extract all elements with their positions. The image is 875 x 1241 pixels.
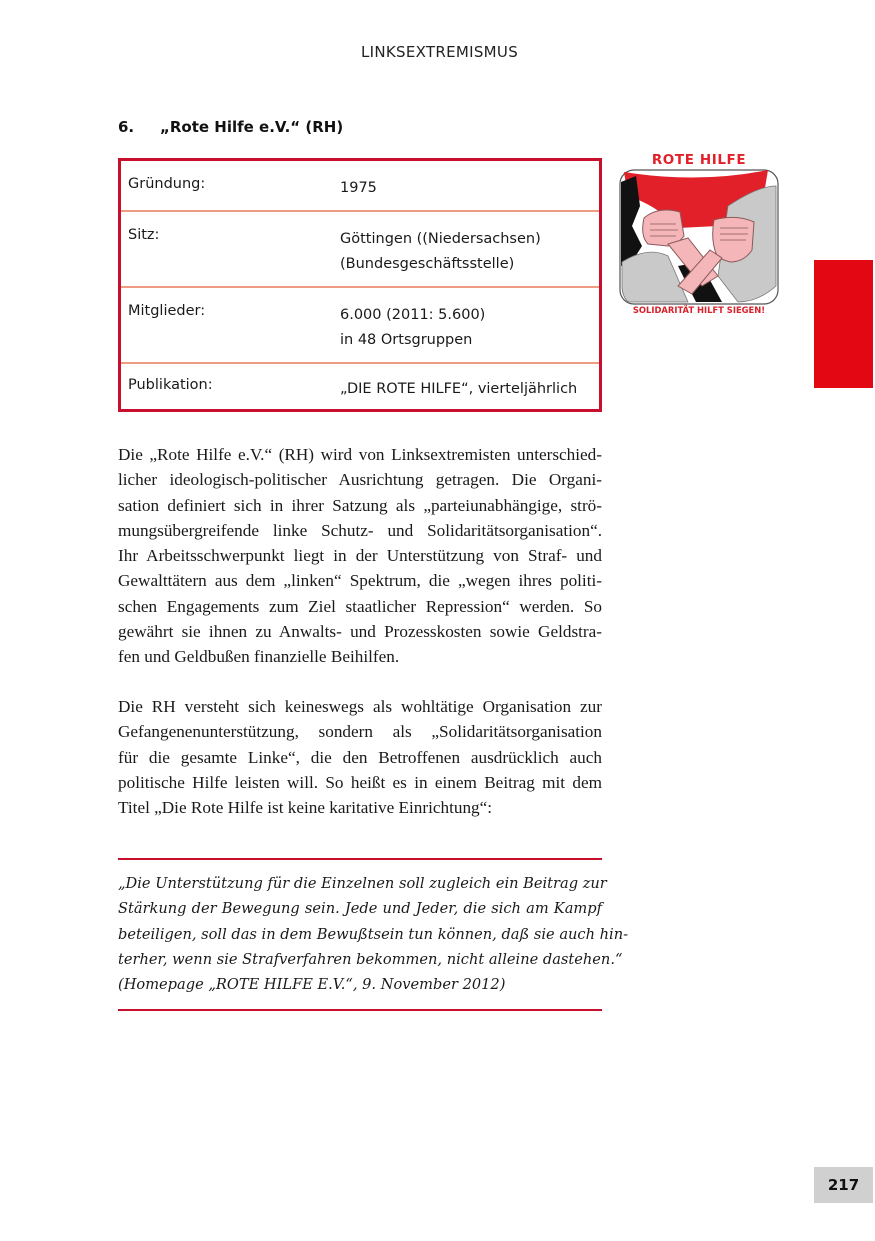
text-line: Titel „Die Rote Hilfe ist keine karitative Einrichtung“: [118,798,493,818]
fact-table [118,158,602,412]
logo-caption: SOLIDARITÄT HILFT SIEGEN! [632,305,766,315]
paragraph-1 [118,442,602,670]
fact-value-line: Göttingen ((Niedersachsen) [340,231,541,247]
text-line: Die RH versteht sich keineswegs als wohltätige Organisation zur [118,697,602,716]
fact-label: Sitz: [128,227,160,243]
fact-value [340,377,577,402]
fact-value-line: (Bundesgeschäftsstelle) [340,256,515,272]
fact-value-line: 1975 [340,180,377,196]
quote-top-rule [118,858,602,860]
text-line: politische Hilfe leisten will. So heißt es in einem Beitrag mit dem [118,772,602,792]
fact-value-line: „DIE ROTE HILFE“, vierteljährlich [340,381,578,397]
text-line: licher ideologisch-politischer Ausrichtung getragen. Die Organi- [118,470,602,490]
text-line: mungsübergreifende linke Schutz- und Solidaritätsorganisation“. [118,520,602,540]
quote-line: „Die Unterstützung für die Einzelnen soll zugleich ein Beitrag zur [118,875,607,892]
text-line: Gefangenenunterstützung, sondern als „Solidaritätsorganisation [118,722,602,742]
quote-bottom-rule [118,1009,602,1011]
page-number: 217 [814,1167,873,1203]
fact-label: Gründung: [128,176,206,192]
rote-hilfe-logo [618,152,780,322]
fact-row-sitz [121,212,599,288]
fact-label: Publikation: [128,377,213,393]
fact-value [340,303,485,353]
fact-value [340,176,377,201]
fact-value-line: in 48 Ortsgruppen [340,332,473,348]
text-line: Die „Rote Hilfe e.V.“ (RH) wird von Linksextremisten unterschied- [118,445,602,464]
quote-line: Stärkung der Bewegung sein. Jede und Jeder, die sich am Kampf [118,900,602,918]
logo-title: ROTE HILFE [651,152,747,168]
block-quote [118,871,629,997]
section-heading [118,118,343,136]
text-line: für die gesamte Linke“, die den Betroffenen ausdrücklich auch [118,747,602,767]
running-header [0,43,875,61]
running-header-title: LINKSEXTREMISMUS [360,43,519,61]
section-number: 6. [118,118,135,136]
text-line: fen und Geldbußen finanzielle Beihilfen. [118,647,400,667]
fact-row-publikation [121,364,599,409]
crossed-fists-icon [618,166,780,306]
text-line: Ihr Arbeitsschwerpunkt liegt in der Unterstützung von Straf- und [118,546,602,566]
text-line: gewährt sie ihnen zu Anwalts- und Prozesskosten sowie Geldstra- [118,622,602,642]
fact-value-line: 6.000 (2011: 5.600) [340,307,486,323]
text-line: Gewalttätern aus dem „linken“ Spektrum, die „wegen ihres politi- [118,571,602,591]
chapter-tab-marker [814,260,873,388]
text-line: schen Engagements zum Ziel staatlicher Repression“ werden. So [118,596,602,616]
quote-source: (Homepage „ROTE HILFE E.V.“, 9. November 2012) [118,976,506,994]
section-title: „Rote Hilfe e.V.“ (RH) [160,118,344,136]
fact-value [340,227,541,277]
paragraph-2 [118,694,602,820]
quote-line: beteiligen, soll das in dem Bewußtsein tun können, daß sie auch hin- [118,925,629,943]
fact-label: Mitglieder: [128,303,206,319]
quote-line: terher, wenn sie Strafverfahren bekommen, nicht alleine dastehen.“ [118,950,623,968]
fact-row-gruendung [121,161,599,212]
text-line: sation definiert sich in ihrer Satzung als „parteiunabhängige, strö- [118,495,602,515]
fact-row-mitglieder [121,288,599,364]
